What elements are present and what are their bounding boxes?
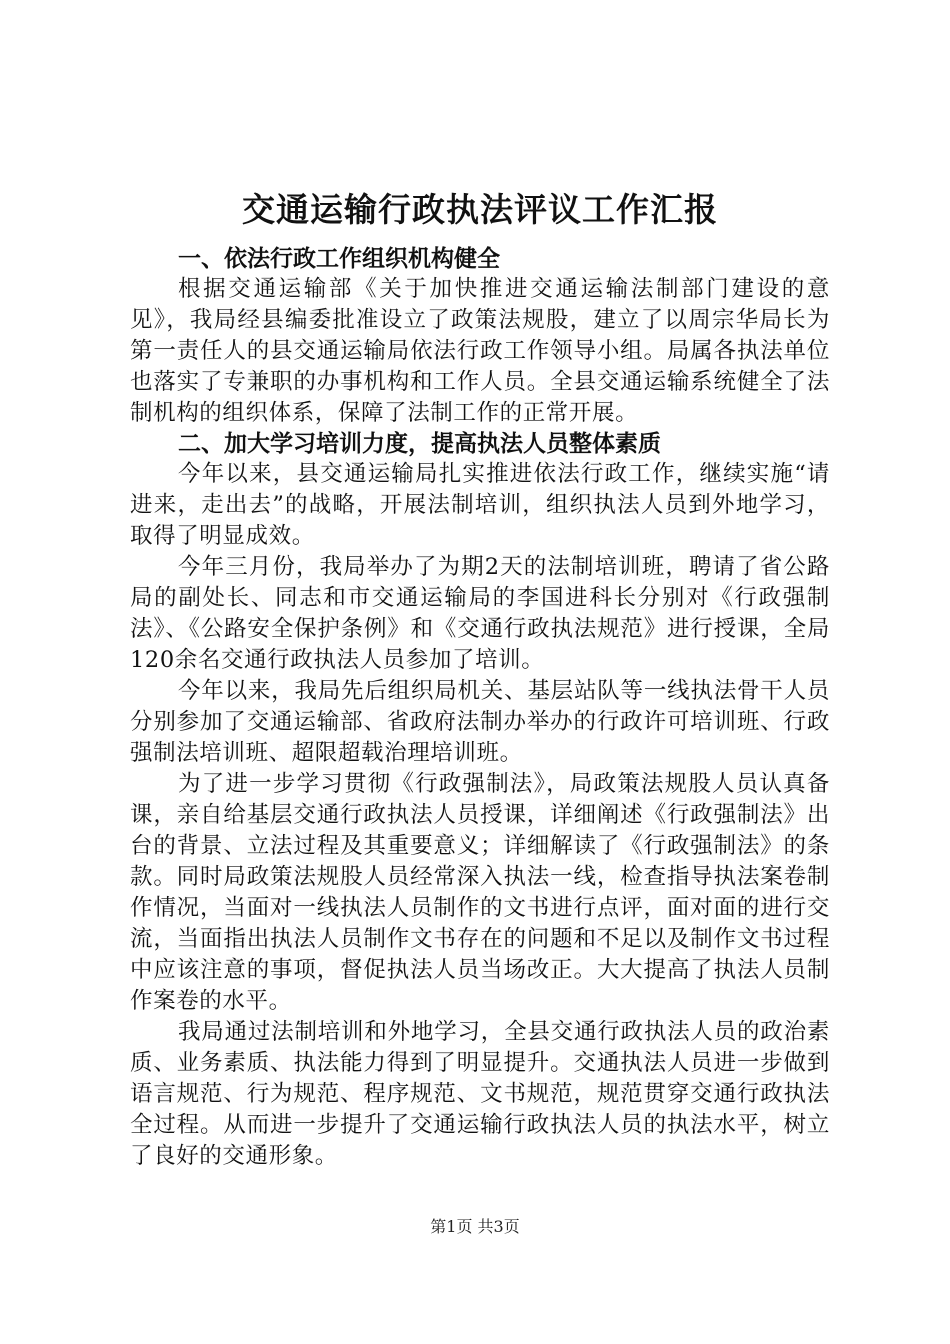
paragraph: 今年以来，我局先后组织局机关、基层站队等一线执法骨干人员分别参加了交通运输部、省政府法制办举办的行政许可培训班、行政强制法培训班、超限超载治理培训班。 xyxy=(130,678,830,766)
paragraph: 今年以来，县交通运输局扎实推进依法行政工作，继续实施“请进来，走出去”的战略，开展法制培训，组织执法人员到外地学习，取得了明显成效。 xyxy=(130,461,830,549)
section-heading: 一、依法行政工作组织机构健全 xyxy=(178,246,500,272)
document-title: 交通运输行政执法评议工作汇报 xyxy=(242,190,718,229)
paragraph: 我局通过法制培训和外地学习，全县交通行政执法人员的政治素质、业务素质、执法能力得到了明显提升。交通执法人员进一步做到语言规范、行为规范、程序规范、文书规范，规范贯穿交通行政执法全过程。从而进一步提升了交通运输行政执法人员的执法水平，树立了良好的交通形象。 xyxy=(130,1019,830,1169)
section-1 xyxy=(130,244,830,429)
section-heading: 二、加大学习培训力度，提高执法人员整体素质 xyxy=(178,431,661,457)
paragraph: 根据交通运输部《关于加快推进交通运输法制部门建设的意见》，我局经县编委批准设立了政策法规股，建立了以周宗华局长为第一责任人的县交通运输局依法行政工作领导小组。局属各执法单位也落实了专兼职的办事机构和工作人员。全县交通运输系统健全了法制机构的组织体系，保障了法制工作的正常开展。 xyxy=(130,276,830,426)
paragraph: 为了进一步学习贯彻《行政强制法》，局政策法规股人员认真备课，亲自给基层交通行政执法人员授课，详细阐述《行政强制法》出台的背景、立法过程及其重要意义；详细解读了《行政强制法》的条款。同时局政策法规股人员经常深入执法一线，检查指导执法案卷制作情况，当面对一线执法人员制作的文书进行点评，面对面的进行交流，当面指出执法人员制作文书存在的问题和不足以及制作文书过程中应该注意的事项，督促执法人员当场改正。大大提高了执法人员制作案卷的水平。 xyxy=(130,771,830,1014)
section-2 xyxy=(130,429,830,1172)
paragraph: 今年三月份，我局举办了为期2天的法制培训班，聘请了省公路局的副处长、同志和市交通运输局的李国进科长分别对《行政强制法》、《公路安全保护条例》和《交通行政执法规范》进行授课，全局120余名交通行政执法人员参加了培训。 xyxy=(130,554,830,673)
page-footer xyxy=(0,1216,950,1238)
document-body xyxy=(130,186,830,1172)
page-number-indicator: 第1页 共3页 xyxy=(430,1217,520,1236)
